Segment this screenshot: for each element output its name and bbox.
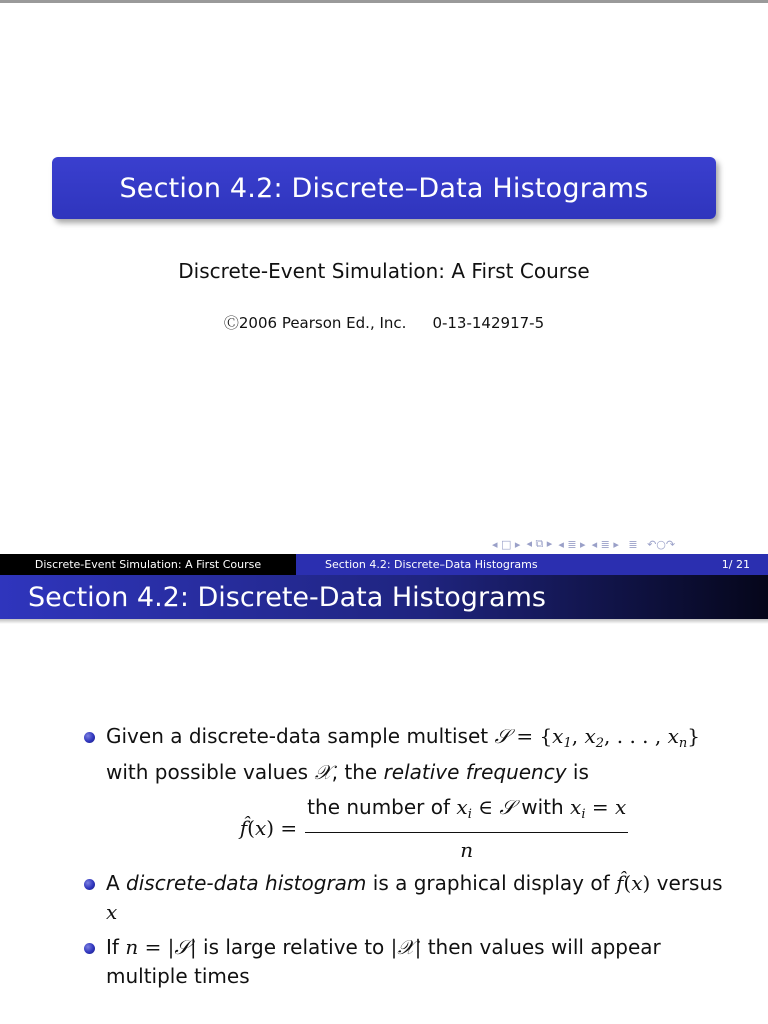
- bullet-item-1: [84, 722, 744, 787]
- copyright-text: Ⓒ2006 Pearson Ed., Inc.: [223, 314, 407, 332]
- bullet1-line2-text: with possible values: [106, 760, 309, 784]
- formula-denominator: n: [460, 837, 474, 862]
- formula-numerator: the number of $x_i$ ∈ 𝒮 with $x_i = x$: [305, 794, 628, 833]
- math-fhat: f̂: [616, 871, 624, 895]
- title-box: [52, 157, 716, 219]
- relative-frequency-formula: [84, 793, 744, 863]
- math-x2: $x_2$: [584, 724, 605, 751]
- math-comma: ,: [571, 724, 585, 748]
- frame-title-shadow: [0, 619, 768, 624]
- nav-align-icon[interactable]: ≣: [624, 537, 638, 551]
- nav-subsection-icon[interactable]: ◂ ≣ ▸: [591, 537, 619, 551]
- bullet-icon: [84, 943, 95, 954]
- math-values: 𝒳: [314, 760, 332, 784]
- bullet1-line2-mid: , the: [331, 760, 378, 784]
- bullet3-post: then values will appear multiple times: [106, 935, 661, 988]
- nav-frame-icon[interactable]: ◂ ⧉ ▸: [526, 537, 553, 550]
- math-x1: $x_1$: [552, 724, 572, 751]
- slide-body: [84, 722, 744, 991]
- numerator-text: the number of: [307, 794, 451, 819]
- footline-course: Discrete-Event Simulation: A First Course: [0, 554, 296, 575]
- formula-fraction: [305, 794, 628, 863]
- bullet2-pre: A: [106, 871, 120, 895]
- math-multiset: 𝒮: [494, 724, 510, 748]
- term-discrete-data-histogram: discrete-data histogram: [126, 871, 367, 895]
- bullet-item-2: [84, 869, 744, 927]
- bullet2-mid: is a graphical display of: [372, 871, 610, 895]
- math-paren: (: [623, 871, 632, 895]
- bullet-item-3: [84, 933, 744, 991]
- math-n: n: [125, 935, 139, 959]
- nav-prev-frame-icon[interactable]: ◂ □ ▸: [492, 537, 521, 551]
- copyright-line: [0, 312, 768, 333]
- bullet1-line2-post: is: [572, 760, 589, 784]
- math-bar: |: [189, 935, 197, 959]
- footline-page-number: 1/ 21: [630, 554, 768, 575]
- math-paren-close: ): [642, 871, 651, 895]
- bullet2-post: versus: [656, 871, 723, 895]
- bullet3-pre: If: [106, 935, 119, 959]
- frame-title-text: Section 4.2: Discrete-Data Histograms: [28, 581, 546, 613]
- footline: [0, 554, 768, 575]
- nav-search-icon[interactable]: ↶○↷: [643, 537, 676, 551]
- math-x: x: [631, 871, 643, 895]
- math-S: 𝒮: [174, 935, 190, 959]
- bullet3-mid: is large relative to: [203, 935, 385, 959]
- math-bar-open: |: [390, 935, 398, 959]
- isbn-text: 0-13-142917-5: [432, 314, 545, 332]
- math-dots: , . . . ,: [604, 724, 668, 748]
- footline-section: Section 4.2: Discrete–Data Histograms: [296, 554, 630, 575]
- math-set: = {: [516, 724, 553, 748]
- slide-subtitle: Discrete-Event Simulation: A First Course: [178, 259, 590, 283]
- frame-title: [0, 575, 768, 619]
- term-relative-frequency: relative frequency: [383, 760, 567, 784]
- slide-title: Section 4.2: Discrete–Data Histograms: [119, 172, 649, 204]
- math-xn: $x_n$: [667, 724, 688, 751]
- beamer-navigation: [492, 537, 675, 551]
- formula-lhs: f̂(x) =: [239, 815, 298, 840]
- math-X: 𝒳: [397, 935, 415, 959]
- bullet-icon: [84, 732, 95, 743]
- nav-section-icon[interactable]: ◂ ≣ ▸: [558, 537, 586, 551]
- top-rule: [0, 0, 768, 3]
- math-x-var: x: [106, 900, 118, 924]
- bullet-icon: [84, 879, 95, 890]
- math-bar-close: |: [414, 935, 422, 959]
- numerator-with: with: [521, 794, 564, 819]
- math-close: }: [687, 724, 700, 748]
- math-eq: = |: [144, 935, 175, 959]
- bullet1-text: Given a discrete-data sample multiset: [106, 724, 489, 748]
